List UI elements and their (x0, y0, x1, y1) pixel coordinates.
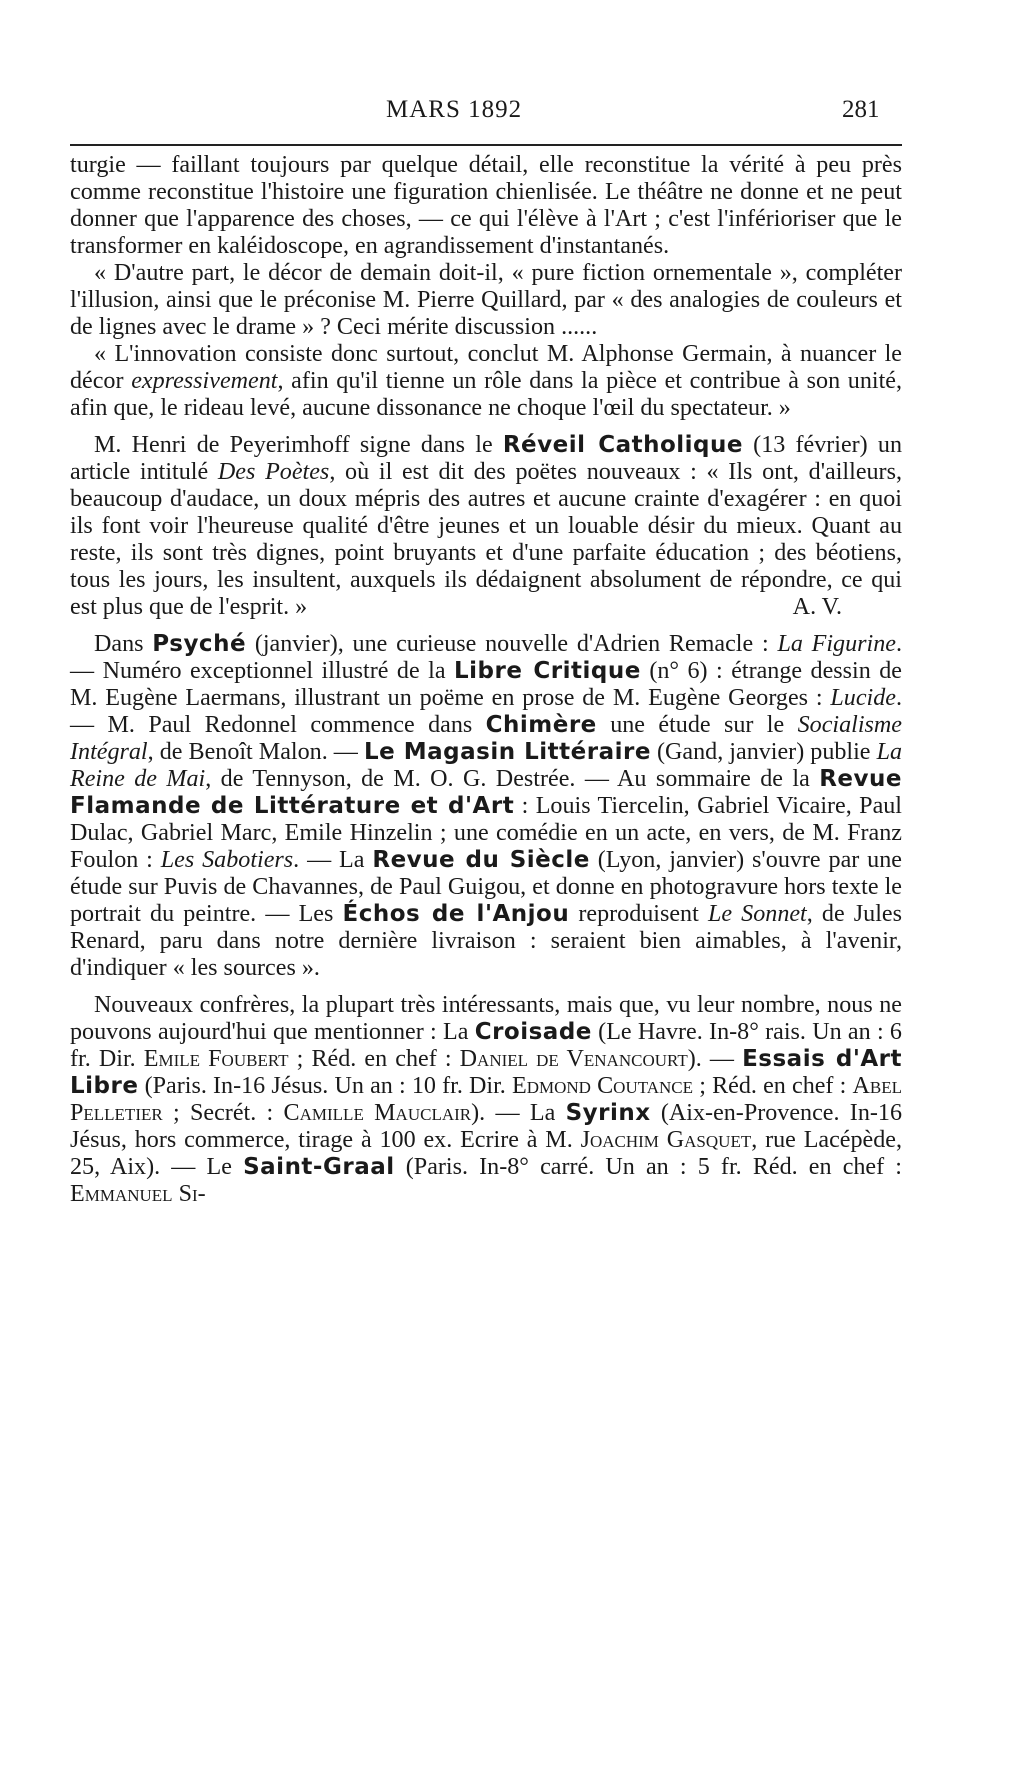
periodical-title: Essais d'Art Libre (70, 1046, 903, 1099)
paragraph-1: turgie — faillant toujours par quelque détail, elle reconstitue la vérité à peu près comme reconstitue l'histoire une figuration chienlisée. Le théâtre ne donne et ne peut donner que l'apparence des choses, — ce qui l'élève à l'Art ; c'est l'inférioriser que le transformer en kaléidoscope, en agrandissement d'instantanés. (70, 152, 902, 259)
periodical-title: Réveil Catholique (502, 432, 743, 458)
person-name: Edmond Coutance (512, 1073, 694, 1099)
person-name: Daniel de Venancourt (459, 1046, 688, 1072)
periodical-title: Syrinx (565, 1100, 651, 1126)
italic-span: La Figurine (777, 631, 896, 657)
text-span: . — Numéro exceptionnel illustré de la (70, 631, 902, 684)
periodical-title: Psyché (152, 631, 247, 657)
spacer (70, 422, 902, 432)
text-span: , rue Lacépède, 25, Aix). — Le (70, 1127, 902, 1180)
text-span: (Gand, janvier) publie (650, 739, 877, 765)
periodical-title: Le Magasin Littéraire (363, 739, 651, 765)
text-span: (Aix-en-Provence. In-16 Jésus, hors commerce, tirage à 100 ex. Ecrire à M. (70, 1100, 902, 1153)
person-name: Emile Foubert (143, 1046, 289, 1072)
paragraph-5 (70, 631, 902, 982)
periodical-title: Croisade (474, 1019, 592, 1045)
italic-span: Des Poètes (217, 459, 330, 485)
paragraph-6 (70, 992, 902, 1208)
text-span: (Paris. In-16 Jésus. Un an : 10 fr. Dir. (138, 1073, 512, 1099)
text-span: (n° 6) : étrange dessin de M. Eugène Laermans, illustrant un poëme en prose de M. Eugène Georges : (70, 658, 903, 711)
italic-span: Le Sonnet (707, 901, 807, 927)
text-span: une étude sur le (596, 712, 798, 738)
person-name: Abel Pelletier (70, 1073, 903, 1126)
text-span: ; Secrét. : (162, 1100, 284, 1126)
running-header-title: MARS 1892 (386, 96, 523, 123)
person-name: Camille Mauclair (283, 1100, 472, 1126)
spacer (70, 982, 902, 992)
paragraph-2: « D'autre part, le décor de demain doit-il, « pure fiction ornementale », compléter l'illusion, ainsi que le préconise M. Pierre Quillard, par « des analogies de couleurs et de lignes avec le drame » ? Ceci mérite discussion ...... (70, 260, 902, 340)
italic-span: Socialisme Intégral (70, 712, 902, 765)
text-span: Dans (94, 631, 153, 657)
text-span: (janvier), une curieuse nouvelle d'Adrien Remacle : (246, 631, 778, 657)
text-span: , où il est dit des poëtes nouveaux : « Ils ont, d'ailleurs, beaucoup d'audace, un doux mépris des autres et aucune crainte d'exagérer : en quoi ils font voir l'heureuse qualité d'être jeunes et un louable désir du mieux. Quant au reste, ils sont très dignes, point bruyants et d'une parfaite éducation ; des béotiens, tous les jours, les insultent, auxquels ils dédaignent absolument de répondre, ce qui est plus que de l'esprit. » (70, 459, 902, 620)
text-span: (Paris. In-8° carré. Un an : 5 fr. Réd. en chef : (394, 1154, 903, 1180)
text-span: , afin qu'il tienne un rôle dans la pièce et contribue à son unité, afin que, le rideau levé, aucune dissonance ne choque l'œil du spectateur. » (70, 368, 902, 421)
text-span: ). — (687, 1046, 743, 1072)
text-span: , de Tennyson, de M. O. G. Destrée. — Au sommaire de la (205, 766, 820, 792)
italic-span: La Reine de Mai (70, 739, 903, 792)
text-span: Nouveaux confrères, la plupart très intéressants, mais que, vu leur nombre, nous ne pouvons aujourd'hui que mentionner : La (70, 992, 902, 1045)
italic-span: expressivement (131, 368, 278, 394)
periodical-title: Revue Flamande de Littérature et d'Art (70, 766, 902, 819)
periodical-title: Échos de l'Anjou (342, 901, 570, 927)
text-span: « L'innovation consiste donc surtout, conclut M. Alphonse Germain, à nuancer le décor (70, 341, 902, 394)
text-span: reproduisent (569, 901, 708, 927)
italic-span: Lucide (830, 685, 896, 711)
person-name: Emmanuel Si- (70, 1181, 206, 1207)
text-span: ; Réd. en chef : (288, 1046, 460, 1072)
text-span: : Louis Tiercelin, Gabriel Vicaire, Paul Dulac, Gabriel Marc, Emile Hinzelin ; une comédie en un acte, en vers, de M. Franz Foulon : (70, 793, 903, 873)
text-span: . — La (293, 847, 373, 873)
body-text (70, 152, 902, 1208)
paragraph-3 (70, 341, 902, 422)
periodical-title: Libre Critique (454, 658, 641, 684)
periodical-title: Revue du Siècle (372, 847, 590, 873)
text-span: , de Jules Renard, paru dans notre dernière livraison : seraient bien aimables, à l'avenir, d'indiquer « les sources ». (70, 901, 902, 981)
italic-span: Les Sabotiers (160, 847, 294, 873)
text-span: ; Réd. en chef : (693, 1073, 853, 1099)
page-number: 281 (842, 96, 880, 123)
text-span: . — M. Paul Redonnel commence dans (70, 685, 902, 738)
signature: A. V. (792, 594, 842, 620)
text-span: , de Benoît Malon. — (147, 739, 364, 765)
text-span: ). — La (471, 1100, 566, 1126)
periodical-title: Saint-Graal (243, 1154, 395, 1180)
text-span: M. Henri de Peyerimhoff signe dans le (94, 432, 503, 458)
person-name: Joachim Gasquet (580, 1127, 752, 1153)
text-span: (Le Havre. In-8° rais. Un an : 6 fr. Dir. (70, 1019, 902, 1072)
text-span: (13 février) un article intitulé (70, 432, 902, 485)
header-rule (70, 144, 902, 146)
periodical-title: Chimère (485, 712, 597, 738)
text-span: (Lyon, janvier) s'ouvre par une étude sur Puvis de Chavannes, de Paul Guigou, et donne en photogravure hors texte le portrait du peintre. — Les (70, 847, 902, 927)
paragraph-4 (70, 432, 902, 621)
spacer (70, 621, 902, 631)
